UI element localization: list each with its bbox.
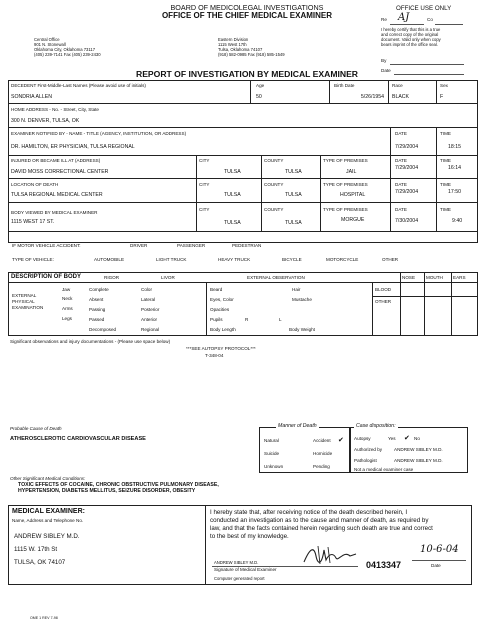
injured-date: 7/29/2004 [395, 165, 419, 171]
notified-date: 7/29/2004 [395, 144, 419, 150]
examiner-address-1: 1115 W. 17th St [14, 546, 58, 553]
decedent-age: 50 [256, 94, 262, 100]
accident-check-icon: ✔ [338, 437, 344, 444]
manner-pending: Pending [313, 464, 330, 469]
death-date: 7/29/2004 [395, 189, 419, 195]
viewed-premises: MORGUE [341, 217, 365, 223]
autopsy-yes-check-icon: ✔ [404, 435, 410, 442]
body-viewed-at: 1115 WEST 17 ST. [11, 219, 55, 225]
signed-date: 10-6-04 [420, 544, 459, 555]
pathologist: ANDREW SIBLEY M.D. [394, 458, 443, 463]
death-city: TULSA [224, 192, 241, 198]
form-number: OME 1 REV 7-98 [30, 616, 58, 620]
decedent-race: BLACK [392, 94, 410, 100]
autopsy-protocol-note: ***SEE AUTOPSY PROTOCOL*** [186, 346, 256, 351]
motorcycle-option: MOTORCYCLE [326, 257, 359, 262]
viewed-city: TULSA [224, 220, 241, 226]
viewed-county: TULSA [285, 220, 302, 226]
examiner-title: MEDICAL EXAMINER: [12, 508, 85, 515]
examiner-signature-icon [300, 544, 360, 566]
decedent-label: DECEDENT First-Middle-Last Names (Please avoid use of initials) [11, 83, 146, 88]
authorized-by: ANDREW SIBLEY M.D. [394, 447, 443, 452]
passenger-option: PASSENGER [177, 243, 206, 248]
death-time: 17:50 [448, 189, 461, 195]
case-code: T-348-04 [205, 353, 224, 358]
injured-county: TULSA [285, 169, 302, 175]
other-conditions-line2: HYPERTENSION, DIABETES MELLITUS, SEIZURE DISORDER, OBESITY [18, 488, 196, 494]
examiner-name: ANDREW SIBLEY M.D. [14, 533, 80, 540]
manner-suicide: Suicide [264, 451, 280, 456]
viewed-date: 7/30/2004 [395, 218, 419, 224]
driver-option: DRIVER [130, 243, 148, 248]
manner-natural: Natural [264, 438, 279, 443]
cause-label: Probable Cause of Death [10, 426, 62, 431]
other-vehicle-option: OTHER [382, 257, 399, 262]
body-description-title: DESCRIPTION OF BODY [11, 274, 82, 280]
injured-time: 16:14 [448, 165, 461, 171]
death-location: TULSA REGIONAL MEDICAL CENTER [11, 192, 103, 198]
home-address: 300 N. DENVER, TULSA, OK [11, 118, 80, 124]
heavy-truck-option: HEAVY TRUCK [218, 257, 251, 262]
decedent-name: SONDRIA ALLEN [11, 94, 52, 100]
computer-generated-note: Computer generated report [214, 576, 265, 581]
notified-by: DR. HAMILTON, ER PHYSICIAN, TULSA REGIONAL [11, 144, 135, 150]
cause-of-death: ATHEROSCLEROTIC CARDIOVASCULAR DISEASE [10, 436, 146, 442]
board-title: BOARD OF MEDICOLEGAL INVESTIGATIONS [170, 3, 324, 12]
signature-name: ANDREW SIBLEY M.D. [214, 560, 259, 565]
blood-label: BLOOD [375, 287, 392, 292]
examiner-address-2: TULSA, OK 74107 [14, 559, 66, 566]
manner-homicide: Homicide [313, 451, 333, 456]
observations-label: Significant observations and injury documentations - (Please use space below) [10, 339, 171, 344]
other-conditions-line1: TOXIC EFFECTS OF COCAINE, CHRONIC OBSTRUCTIVE PULMONARY DISEASE, [18, 482, 219, 488]
injured-city: TULSA [224, 169, 241, 175]
other-label: OTHER [375, 299, 392, 304]
pedestrian-option: PEDESTRIAN [232, 243, 262, 248]
re-handwritten: AJ [398, 12, 410, 23]
report-title: REPORT OF INVESTIGATION BY MEDICAL EXAMINER [135, 69, 359, 79]
light-truck-option: LIGHT TRUCK [156, 257, 187, 262]
office-title: OFFICE OF THE CHIEF MEDICAL EXAMINER [161, 11, 333, 20]
manner-unknown: Unknown [264, 464, 284, 469]
bicycle-option: BICYCLE [282, 257, 302, 262]
death-county: TULSA [285, 192, 302, 198]
automobile-option: AUTOMOBILE [94, 257, 125, 262]
decedent-sex: F [440, 94, 444, 100]
other-conditions-label: Other Significant Medical Conditions: [10, 476, 86, 481]
injured-at: DAVID MOSS CORRECTIONAL CENTER [11, 169, 109, 175]
notified-by-label: EXAMINER NOTIFIED BY - NAME - TITLE (AGENCY, INSTITUTION, OR ADDRESS) [11, 131, 187, 136]
manner-title: Manner of Death [278, 423, 317, 429]
death-premises: HOSPITAL [340, 192, 366, 198]
notified-time: 18:15 [448, 144, 461, 150]
manner-accident: Accident [313, 438, 331, 443]
home-address-label: HOME ADDRESS - No. - Street, City, State [11, 107, 99, 112]
report-number: 0413347 [366, 560, 402, 570]
decedent-birth-date: 5/26/1954 [360, 94, 384, 100]
disposition-title: Case disposition: [356, 423, 396, 429]
office-use-title: OFFICE USE ONLY [396, 5, 452, 12]
viewed-time: 9:40 [452, 218, 463, 224]
injured-premises: JAIL [346, 169, 357, 175]
